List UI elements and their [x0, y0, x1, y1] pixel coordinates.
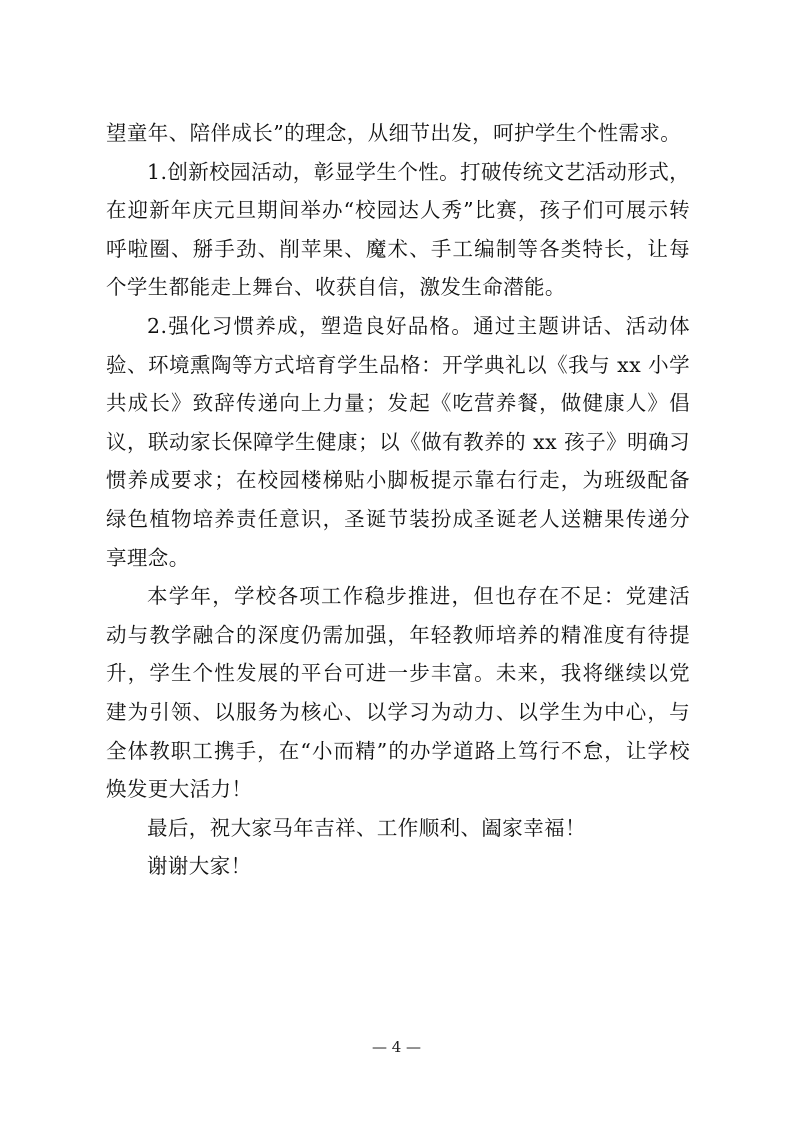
- paragraph-habit-formation: 2.强化习惯养成，塑造良好品格。通过主题讲话、活动体验、环境熏陶等方式培育学生品格：开学典礼以《我与 xx 小学共成长》致辞传递向上力量；发起《吃营养餐，做健康人》倡议，联动家长保障学生健康；以《做有教养的 xx 孩子》明确习惯养成要求；在校园楼梯贴小脚板提示靠右行走，为班级配备绿色植物培养责任意识，圣诞节装扮成圣诞老人送糖果传递分享理念。: [106, 313, 690, 570]
- paragraph-thanks: 谢谢大家！: [147, 854, 252, 879]
- paragraph-summary: 本学年，学校各项工作稳步推进，但也存在不足：党建活动与教学融合的深度仍需加强，年轻教师培养的精准度有待提升，学生个性发展的平台可进一步丰富。未来，我将继续以党建为引领、以服务为核心、以学习为动力、以学生为中心，与全体教职工携手，在“小而精”的办学道路上笃行不怠，让学校焕发更大活力！: [106, 584, 690, 802]
- page-number: — 4 —: [371, 1038, 422, 1056]
- paragraph-wishes: 最后，祝大家马年吉祥、工作顺利、阖家幸福！: [147, 815, 586, 840]
- document-body: [106, 114, 690, 886]
- paragraph-campus-activities: 1.创新校园活动，彰显学生个性。打破传统文艺活动形式，在迎新年庆元旦期间举办“校园达人秀”比赛，孩子们可展示转呼啦圈、掰手劲、削苹果、魔术、手工编制等各类特长，让每个学生都能走上舞台、收获自信，激发生命潜能。: [106, 159, 690, 300]
- paragraph-continued: 望童年、陪伴成长”的理念，从细节出发，呵护学生个性需求。: [106, 121, 682, 145]
